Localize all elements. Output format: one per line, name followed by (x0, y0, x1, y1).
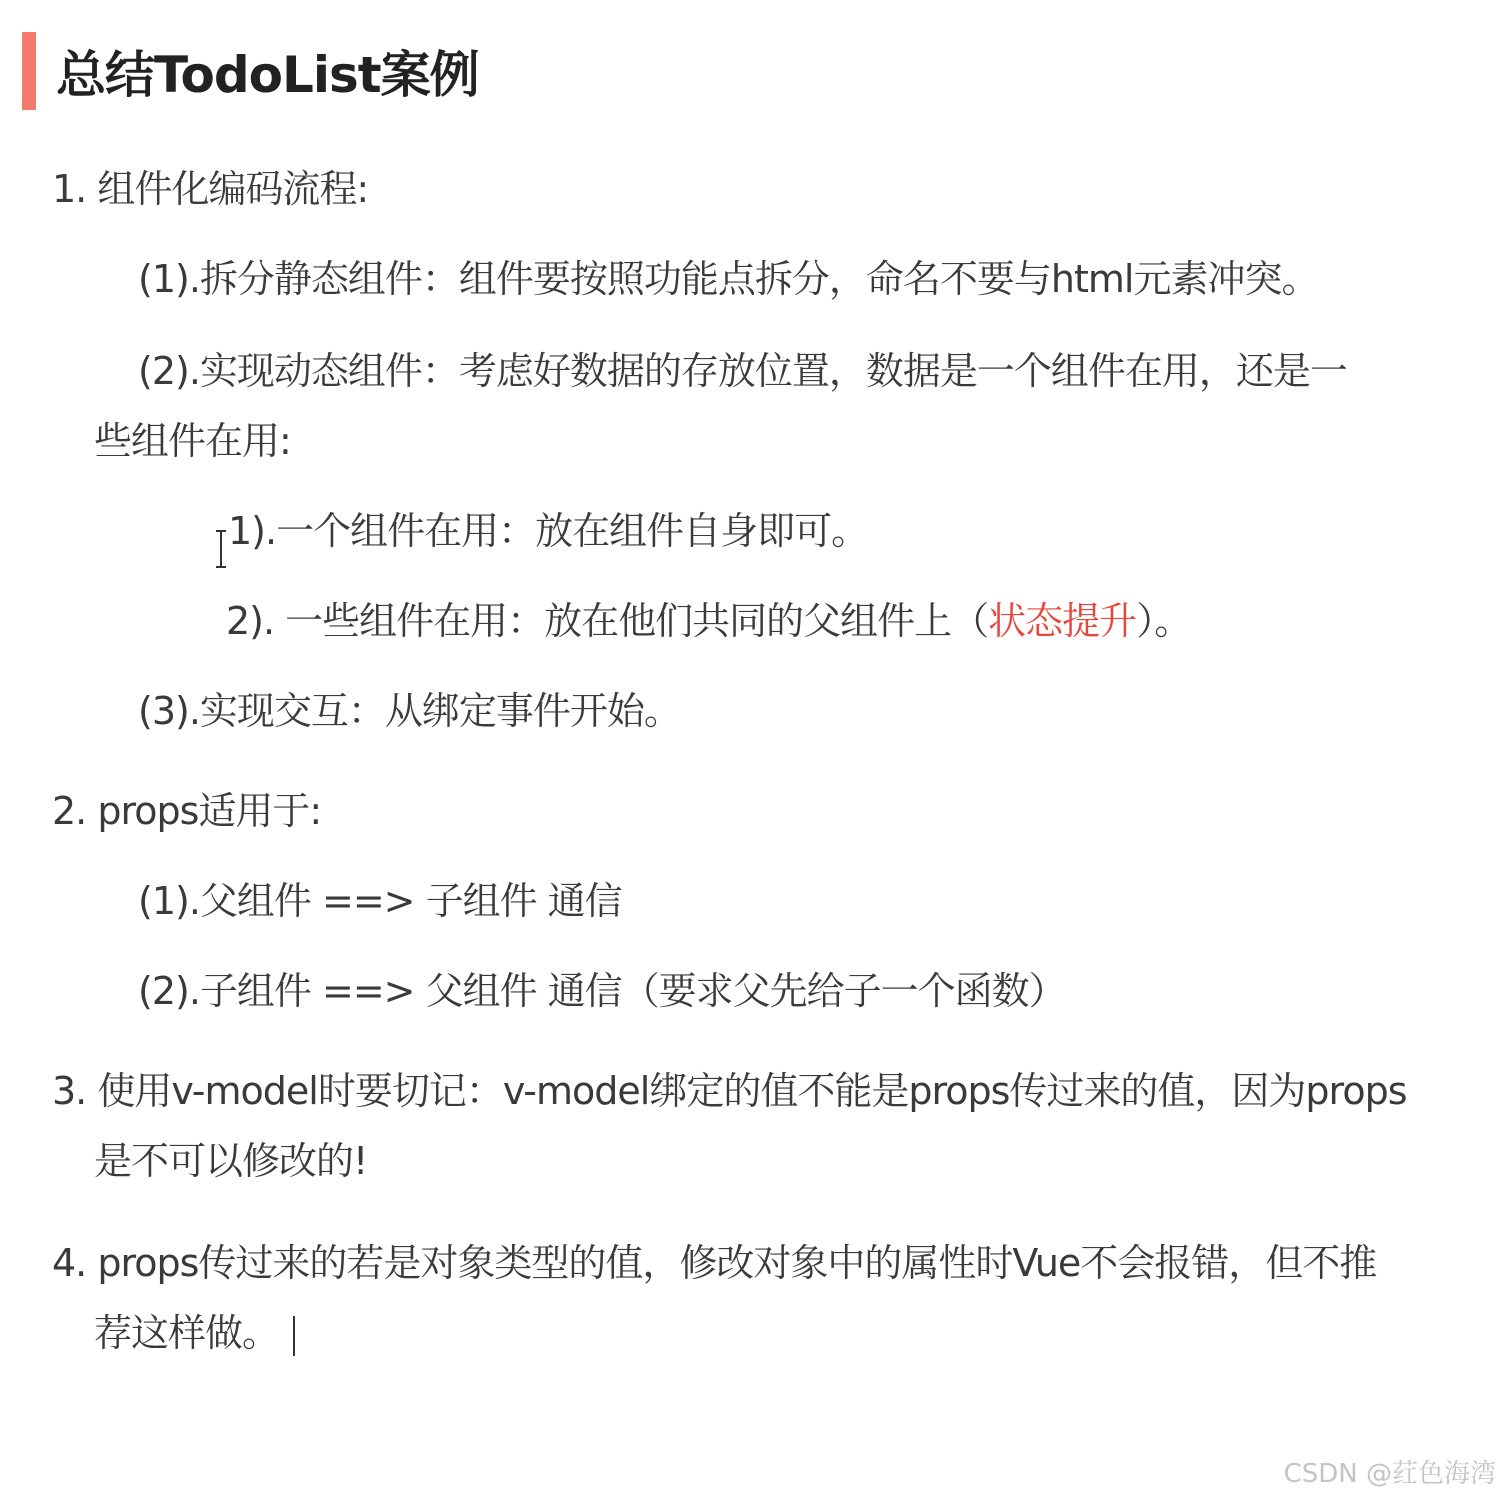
list-item-2-1: (1).父组件 ==> 子组件 通信 (138, 879, 622, 923)
highlight-text: 状态提升 (988, 599, 1137, 643)
text-cursor-icon (214, 530, 228, 568)
list-item-2: 2. props适用于: (52, 789, 322, 833)
list-item-1-2: (2).实现动态组件：考虑好数据的存放位置，数据是一个组件在用，还是一 (138, 349, 1347, 393)
heading-accent-bar (22, 32, 36, 110)
list-item-1-3: (3).实现交互：从绑定事件开始。 (138, 689, 681, 733)
list-item-1-2-2-text: 2). 一些组件在用：放在他们共同的父组件上（ (226, 599, 989, 643)
list-item-1-2-2-end: ）。 (1136, 599, 1192, 643)
watermark: CSDN @荭色海湾 (1283, 1459, 1496, 1489)
section-heading (22, 32, 479, 110)
list-item-1: 1. 组件化编码流程: (52, 167, 369, 211)
list-item-1-2-2 (226, 596, 1191, 646)
list-item-2-2: (2).子组件 ==> 父组件 通信（要求父先给子一个函数） (138, 969, 1066, 1013)
list-item-3-continued: 是不可以修改的! (94, 1139, 368, 1183)
list-item-1-2-1: 1).一个组件在用：放在组件自身即可。 (228, 509, 869, 553)
text-caret (293, 1316, 295, 1356)
page-title: 总结TodoList案例 (56, 46, 479, 104)
list-item-1-2-continued: 些组件在用: (94, 419, 291, 463)
list-item-1-1: (1).拆分静态组件：组件要按照功能点拆分，命名不要与html元素冲突。 (138, 257, 1319, 301)
list-item-4: 4. props传过来的若是对象类型的值，修改对象中的属性时Vue不会报错，但不推 (52, 1241, 1377, 1285)
list-item-4-continued[interactable] (94, 1308, 295, 1358)
list-item-4-continued-text: 荐这样做。 (94, 1311, 280, 1355)
list-item-3: 3. 使用v-model时要切记：v-model绑定的值不能是props传过来的值，因为props (52, 1069, 1407, 1113)
